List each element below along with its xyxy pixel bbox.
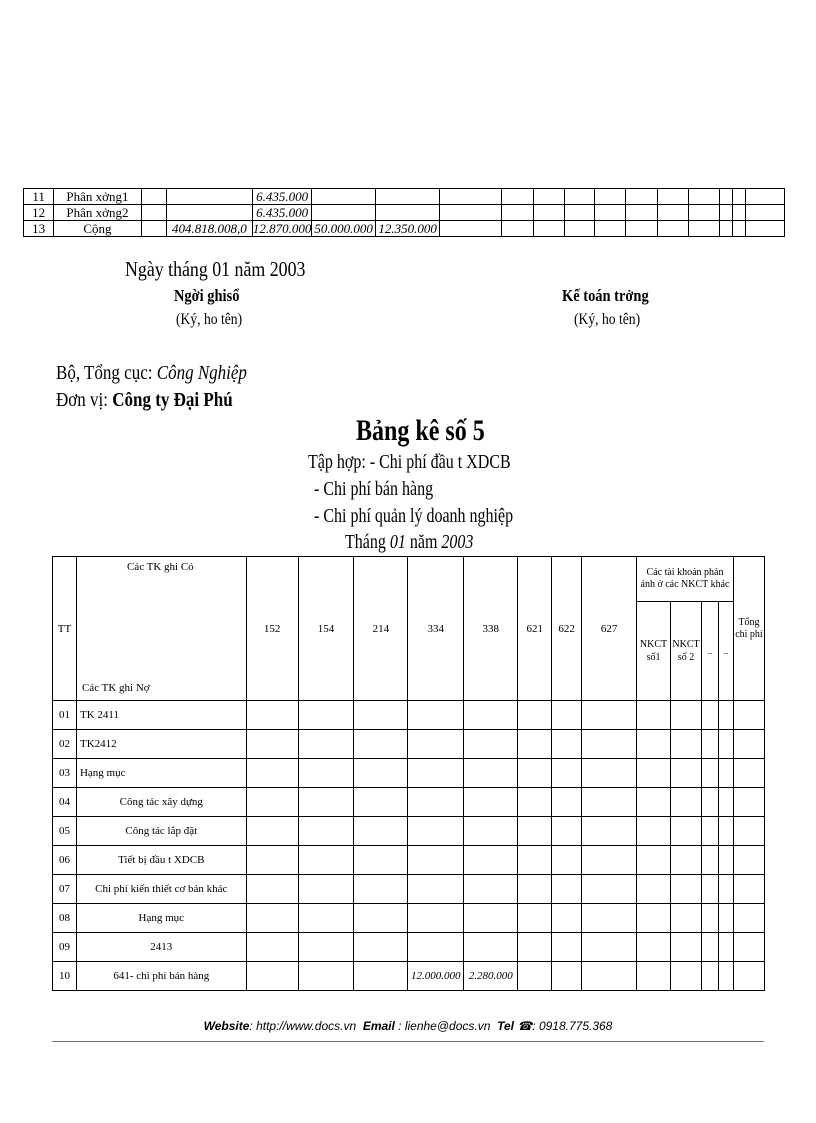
cell-dots1	[702, 788, 719, 817]
row-number: 09	[53, 933, 77, 962]
row-value	[312, 189, 376, 205]
cell-621	[518, 933, 552, 962]
cell-338	[464, 701, 518, 730]
col-header-622: 622	[552, 557, 582, 701]
cell-nkct1	[637, 846, 671, 875]
cell-334	[408, 933, 464, 962]
empty-cell	[595, 221, 626, 237]
cell-152	[246, 730, 298, 759]
row-number: 12	[24, 205, 54, 221]
cell-dots2	[718, 846, 733, 875]
row-account: 641- chi phí bán hàng	[76, 962, 246, 991]
report-subtitle-3: - Chi phí quản lý doanh nghiệp	[314, 505, 514, 527]
cell-nkct1	[637, 788, 671, 817]
empty-cell	[533, 205, 564, 221]
cell-dots1	[702, 962, 719, 991]
cell-214	[354, 846, 408, 875]
empty-cell	[733, 189, 746, 205]
row-name: Phân xởng1	[54, 189, 141, 205]
cell-622	[552, 875, 582, 904]
empty-cell	[440, 205, 502, 221]
cell-214	[354, 701, 408, 730]
cell-334	[408, 846, 464, 875]
cell-338	[464, 846, 518, 875]
cell-214	[354, 962, 408, 991]
cell-nkct2	[671, 788, 702, 817]
row-number: 05	[53, 817, 77, 846]
cell-152	[246, 904, 298, 933]
cell-nkct2	[671, 817, 702, 846]
nkct1-header: NKCT số1	[637, 602, 671, 701]
cell-total	[733, 846, 764, 875]
tel-label: Tel	[497, 1019, 514, 1033]
cell-dots2	[718, 904, 733, 933]
nkct2-header: NKCT số 2	[671, 602, 702, 701]
cell-dots1	[702, 933, 719, 962]
table-row	[53, 701, 765, 730]
chief-accountant-sign-note: (Ký, ho tên)	[574, 311, 641, 328]
cell-621	[518, 788, 552, 817]
col-header-214: 214	[354, 557, 408, 701]
cell-334	[408, 759, 464, 788]
footer-divider	[52, 1041, 764, 1042]
row-value	[312, 205, 376, 221]
empty-cell	[745, 221, 784, 237]
cell-338	[464, 933, 518, 962]
row-number: 13	[24, 221, 54, 237]
cell-nkct1	[637, 904, 671, 933]
cell-621	[518, 730, 552, 759]
cell-338	[464, 904, 518, 933]
cell-154	[298, 788, 354, 817]
cell-334	[408, 701, 464, 730]
cell-dots2	[718, 730, 733, 759]
cell-627	[582, 701, 637, 730]
row-name: Cộng	[54, 221, 141, 237]
empty-cell	[626, 189, 658, 205]
footer-contact	[0, 1019, 816, 1033]
cell-214	[354, 904, 408, 933]
row-account: Hạng mục	[76, 759, 246, 788]
cell-total	[733, 875, 764, 904]
row-account: Công tác lắp đặt	[76, 817, 246, 846]
cell-627	[582, 962, 637, 991]
cell-154	[298, 846, 354, 875]
cell-152	[246, 846, 298, 875]
cell-total	[733, 962, 764, 991]
phone-icon: ☎	[517, 1019, 533, 1033]
cell-154	[298, 759, 354, 788]
cell-334	[408, 730, 464, 759]
cell-154	[298, 730, 354, 759]
cell-334	[408, 817, 464, 846]
cell-152	[246, 933, 298, 962]
cell-627	[582, 817, 637, 846]
cell-dots2	[718, 962, 733, 991]
cell-nkct1	[637, 962, 671, 991]
row-account: Chi phí kiến thiết cơ bản khác	[76, 875, 246, 904]
cell-621	[518, 846, 552, 875]
col-header-338: 338	[464, 557, 518, 701]
empty-cell	[745, 189, 784, 205]
cell-622	[552, 846, 582, 875]
signature-date: Ngày tháng 01 năm 2003	[125, 257, 306, 281]
cell-621	[518, 701, 552, 730]
continuation-row	[24, 205, 785, 221]
recorder-title: Ngời ghisổ	[174, 286, 240, 305]
cell-dots1	[702, 817, 719, 846]
cell-nkct2	[671, 846, 702, 875]
cell-622	[552, 701, 582, 730]
cell-622	[552, 817, 582, 846]
empty-cell	[440, 189, 502, 205]
row-number: 04	[53, 788, 77, 817]
row-account: TK 2411	[76, 701, 246, 730]
empty-cell	[745, 205, 784, 221]
debit-accounts-label: Các TK ghi Nợ	[81, 682, 150, 694]
cell-214	[354, 730, 408, 759]
cell-total	[733, 701, 764, 730]
cell-152	[246, 962, 298, 991]
row-number: 07	[53, 875, 77, 904]
dots-header-2: ..	[718, 602, 733, 701]
row-number: 10	[53, 962, 77, 991]
empty-cell	[533, 189, 564, 205]
report-subtitle-1: Tập hợp: - Chi phí đầu t XDCB	[308, 451, 511, 473]
row-account: Tiết bị đầu t XDCB	[76, 846, 246, 875]
row-value	[141, 205, 166, 221]
cell-total	[733, 730, 764, 759]
cell-nkct2	[671, 875, 702, 904]
row-value	[141, 221, 166, 237]
cell-152	[246, 701, 298, 730]
cell-154	[298, 962, 354, 991]
col-header-621: 621	[518, 557, 552, 701]
col-header-627: 627	[582, 557, 637, 701]
cell-dots2	[718, 701, 733, 730]
empty-cell	[533, 221, 564, 237]
cell-dots1	[702, 701, 719, 730]
cell-627	[582, 730, 637, 759]
website-label: Website	[203, 1019, 250, 1033]
cell-214	[354, 759, 408, 788]
cell-nkct2	[671, 730, 702, 759]
account-header	[76, 557, 246, 701]
unit-value: Công ty Đại Phú	[112, 389, 233, 411]
cell-334	[408, 875, 464, 904]
cell-627	[582, 759, 637, 788]
cell-622	[552, 788, 582, 817]
row-value: 404.818.008,0	[166, 221, 252, 237]
empty-cell	[595, 205, 626, 221]
table-row	[53, 788, 765, 817]
continuation-row	[24, 221, 785, 237]
empty-cell	[501, 205, 533, 221]
unit-label: Đơn vị:	[56, 389, 113, 411]
cell-334	[408, 904, 464, 933]
cell-622	[552, 759, 582, 788]
cell-214	[354, 875, 408, 904]
empty-cell	[657, 205, 688, 221]
row-account: TK2412	[76, 730, 246, 759]
row-number: 03	[53, 759, 77, 788]
ministry-value: Công Nghiệp	[156, 362, 247, 384]
report-title: Bảng kê số 5	[356, 414, 485, 447]
cell-nkct2	[671, 962, 702, 991]
cell-nkct2	[671, 759, 702, 788]
cell-dots2	[718, 759, 733, 788]
tel-value: : 0918.775.368	[532, 1019, 613, 1033]
row-value	[166, 205, 252, 221]
cell-621	[518, 759, 552, 788]
empty-cell	[688, 205, 720, 221]
cell-total	[733, 759, 764, 788]
recorder-sign-note: (Ký, ho tên)	[176, 311, 243, 328]
col-header-154: 154	[298, 557, 354, 701]
period-month: 01	[389, 531, 406, 553]
cell-dots1	[702, 730, 719, 759]
cell-622	[552, 962, 582, 991]
empty-cell	[564, 189, 595, 205]
period-prefix: Tháng	[345, 531, 390, 553]
cell-338	[464, 788, 518, 817]
row-number: 08	[53, 904, 77, 933]
empty-cell	[720, 189, 733, 205]
period-mid: năm	[405, 531, 442, 553]
empty-cell	[440, 221, 502, 237]
cell-152	[246, 817, 298, 846]
cell-dots1	[702, 875, 719, 904]
cell-dots2	[718, 817, 733, 846]
row-number: 01	[53, 701, 77, 730]
cell-nkct1	[637, 730, 671, 759]
col-header-334: 334	[408, 557, 464, 701]
cell-total	[733, 817, 764, 846]
cell-621	[518, 904, 552, 933]
cell-621	[518, 962, 552, 991]
cell-621	[518, 817, 552, 846]
table-row	[53, 730, 765, 759]
email-value: : lienhe@docs.vn	[394, 1019, 491, 1033]
cell-152	[246, 875, 298, 904]
row-value: 50.000.000	[312, 221, 376, 237]
cell-nkct1	[637, 759, 671, 788]
cell-152	[246, 759, 298, 788]
cell-627	[582, 846, 637, 875]
cell-338	[464, 875, 518, 904]
row-account: 2413	[76, 933, 246, 962]
cell-214	[354, 933, 408, 962]
cell-334: 12.000.000	[408, 962, 464, 991]
website-value: : http://www.docs.vn	[249, 1019, 357, 1033]
empty-cell	[733, 205, 746, 221]
tt-header: TT	[53, 557, 77, 701]
empty-cell	[720, 205, 733, 221]
email-label: Email	[362, 1019, 395, 1033]
cell-nkct2	[671, 701, 702, 730]
empty-cell	[733, 221, 746, 237]
cell-627	[582, 904, 637, 933]
chief-accountant-title: Kế toán trởng	[562, 286, 649, 305]
cell-nkct2	[671, 933, 702, 962]
cell-nkct2	[671, 904, 702, 933]
cell-total	[733, 933, 764, 962]
cell-nkct1	[637, 875, 671, 904]
cell-214	[354, 817, 408, 846]
empty-cell	[626, 221, 658, 237]
cell-622	[552, 904, 582, 933]
row-name: Phân xởng2	[54, 205, 141, 221]
empty-cell	[688, 221, 720, 237]
table-row	[53, 759, 765, 788]
other-nkct-group-header: Các tài khoản phản ánh ở các NKCT khác	[637, 557, 734, 602]
cell-627	[582, 788, 637, 817]
table-row	[53, 933, 765, 962]
cell-627	[582, 875, 637, 904]
row-account: Công tác xây dựng	[76, 788, 246, 817]
cell-338	[464, 730, 518, 759]
empty-cell	[657, 221, 688, 237]
empty-cell	[595, 189, 626, 205]
ministry-line	[56, 362, 247, 385]
cell-338: 2.280.000	[464, 962, 518, 991]
total-cost-header: Tổng chi phí	[733, 557, 764, 701]
empty-cell	[564, 205, 595, 221]
row-value	[375, 205, 439, 221]
cell-338	[464, 817, 518, 846]
cell-154	[298, 875, 354, 904]
cell-154	[298, 701, 354, 730]
cell-nkct1	[637, 817, 671, 846]
cell-214	[354, 788, 408, 817]
cell-dots2	[718, 875, 733, 904]
cell-nkct1	[637, 701, 671, 730]
empty-cell	[688, 189, 720, 205]
empty-cell	[564, 221, 595, 237]
report-subtitle-2: - Chi phí bán hàng	[314, 478, 434, 500]
dots-header-1: ..	[702, 602, 719, 701]
row-account: Hạng mục	[76, 904, 246, 933]
table-row	[53, 904, 765, 933]
table-row	[53, 846, 765, 875]
row-value	[375, 189, 439, 205]
empty-cell	[720, 221, 733, 237]
cell-621	[518, 875, 552, 904]
cell-334	[408, 788, 464, 817]
row-value: 6.435.000	[252, 189, 312, 205]
cell-total	[733, 904, 764, 933]
unit-line	[56, 389, 233, 412]
credit-accounts-label: Các TK ghi Có	[126, 561, 194, 573]
empty-cell	[501, 189, 533, 205]
row-value: 12.350.000	[375, 221, 439, 237]
row-number: 11	[24, 189, 54, 205]
cell-dots1	[702, 846, 719, 875]
row-value	[141, 189, 166, 205]
continuation-row	[24, 189, 785, 205]
period-year: 2003	[441, 531, 474, 553]
cell-622	[552, 933, 582, 962]
col-header-152: 152	[246, 557, 298, 701]
table-row	[53, 875, 765, 904]
continuation-table	[23, 188, 785, 237]
cell-152	[246, 788, 298, 817]
report-period	[345, 531, 473, 554]
cell-dots1	[702, 904, 719, 933]
cell-nkct1	[637, 933, 671, 962]
table-row	[53, 962, 765, 991]
row-value: 6.435.000	[252, 205, 312, 221]
cell-total	[733, 788, 764, 817]
cell-338	[464, 759, 518, 788]
empty-cell	[626, 205, 658, 221]
cell-622	[552, 730, 582, 759]
ministry-label: Bộ, Tổng cục:	[56, 362, 157, 384]
empty-cell	[501, 221, 533, 237]
cell-154	[298, 904, 354, 933]
empty-cell	[657, 189, 688, 205]
cell-627	[582, 933, 637, 962]
row-value: 12.870.000	[252, 220, 312, 236]
table-row	[53, 817, 765, 846]
row-number: 06	[53, 846, 77, 875]
row-value	[166, 189, 252, 205]
cost-summary-table	[52, 556, 765, 991]
cell-dots2	[718, 933, 733, 962]
cell-154	[298, 817, 354, 846]
cell-154	[298, 933, 354, 962]
row-number: 02	[53, 730, 77, 759]
cell-dots1	[702, 759, 719, 788]
cell-dots2	[718, 788, 733, 817]
